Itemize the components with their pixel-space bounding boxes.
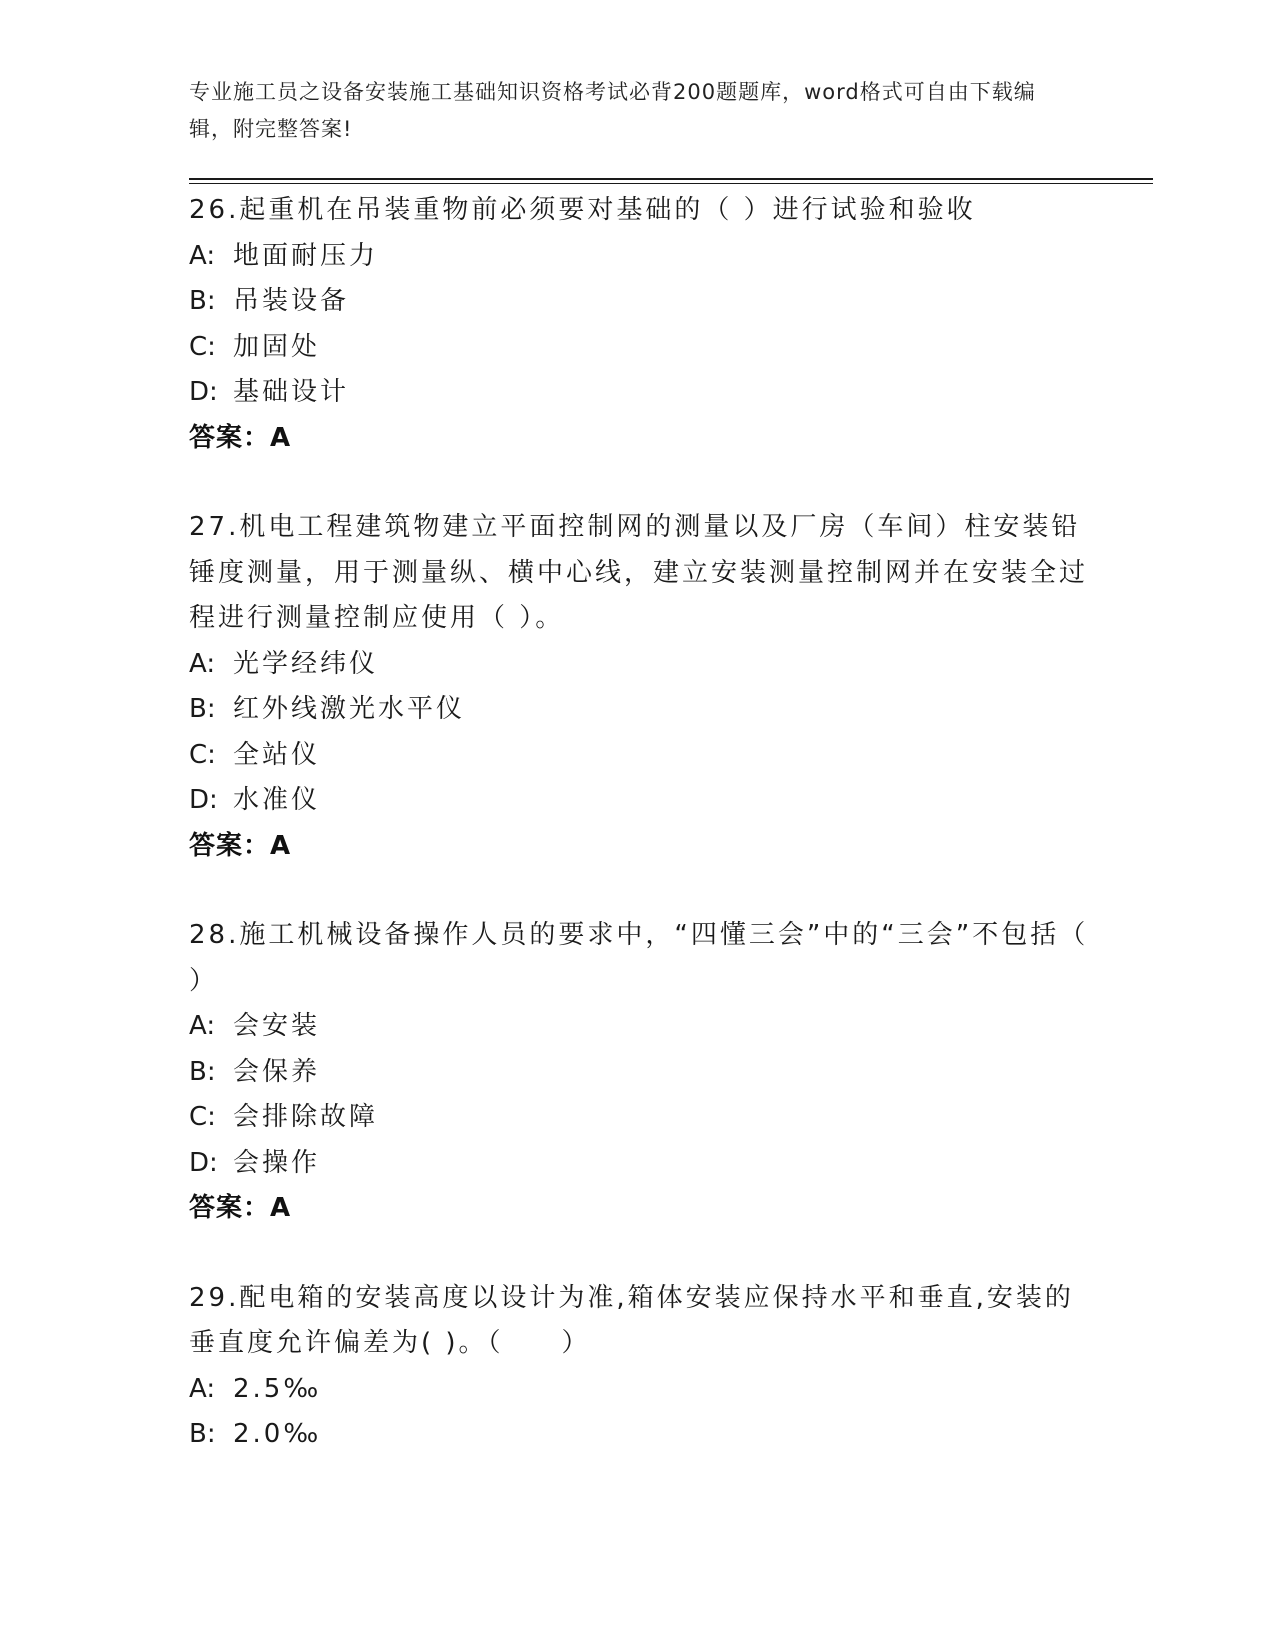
- option-letter: B:: [189, 1419, 216, 1449]
- option-d: [189, 370, 1089, 416]
- option-a: [189, 642, 1089, 688]
- option-c: [189, 325, 1089, 371]
- question-stem: 26.起重机在吊装重物前必须要对基础的（ ）进行试验和验收: [189, 195, 976, 225]
- option-b: [189, 1412, 1089, 1458]
- question-26: [189, 188, 1089, 461]
- option-a: [189, 1367, 1089, 1413]
- option-c: [189, 1095, 1089, 1141]
- option-letter: C:: [189, 331, 216, 362]
- option-text: 基础设计: [233, 377, 350, 407]
- option-text: 会排除故障: [233, 1102, 379, 1132]
- question-stem: 29.配电箱的安装高度以设计为准,箱体安装应保持水平和垂直,安装的垂直度允许偏差为( )。（ ）: [189, 1282, 1074, 1358]
- option-letter: B:: [189, 286, 216, 316]
- answer-line: 答案：A: [189, 422, 292, 453]
- option-text: 红外线激光水平仪: [233, 694, 466, 724]
- option-d: [189, 1141, 1089, 1187]
- option-letter: D:: [189, 377, 218, 407]
- option-b: [189, 1050, 1089, 1096]
- answer-line: 答案：A: [189, 1193, 292, 1223]
- question-stem: 27.机电工程建筑物建立平面控制网的测量以及厂房（车间）柱安装铅锤度测量，用于测量纵、横中心线，建立安装测量控制网并在安装全过程进行测量控制应使用（ ）。: [189, 512, 1089, 633]
- option-text: 光学经纬仪: [233, 648, 379, 679]
- option-text: 会操作: [233, 1147, 321, 1178]
- option-a: [189, 234, 1089, 280]
- question-stem: 28.施工机械设备操作人员的要求中，“四懂三会”中的“三会”不包括（ ）: [189, 920, 1089, 996]
- question-29: [189, 1276, 1089, 1458]
- option-letter: A:: [189, 648, 216, 679]
- option-letter: B:: [189, 694, 216, 724]
- option-c: [189, 733, 1089, 779]
- option-text: 会保养: [233, 1056, 321, 1087]
- option-text: 2.5‰: [233, 1373, 322, 1404]
- option-letter: A:: [189, 240, 216, 271]
- option-letter: C:: [189, 1102, 216, 1132]
- option-letter: C:: [189, 739, 216, 770]
- option-a: [189, 1004, 1089, 1050]
- option-text: 全站仪: [233, 739, 321, 770]
- option-text: 加固处: [233, 331, 321, 362]
- option-letter: B:: [189, 1056, 216, 1087]
- question-list: [189, 188, 1089, 1502]
- document-header: 专业施工员之设备安装施工基础知识资格考试必背200题题库，word格式可自由下载编辑，附完整答案!: [189, 80, 1036, 141]
- answer-line: 答案：A: [189, 830, 292, 861]
- option-text: 2.0‰: [233, 1419, 322, 1449]
- option-text: 吊装设备: [233, 286, 350, 316]
- option-letter: A:: [189, 1373, 216, 1404]
- question-28: [189, 913, 1089, 1232]
- option-b: [189, 687, 1089, 733]
- option-b: [189, 279, 1089, 325]
- option-letter: D:: [189, 785, 218, 815]
- question-27: [189, 505, 1089, 869]
- option-text: 地面耐压力: [233, 240, 379, 271]
- header-divider-thick: [189, 178, 1153, 180]
- option-text: 会安装: [233, 1011, 321, 1041]
- option-d: [189, 778, 1089, 824]
- option-letter: A:: [189, 1011, 216, 1041]
- option-letter: D:: [189, 1147, 218, 1178]
- header-divider-thin: [189, 183, 1153, 184]
- option-text: 水准仪: [233, 785, 321, 815]
